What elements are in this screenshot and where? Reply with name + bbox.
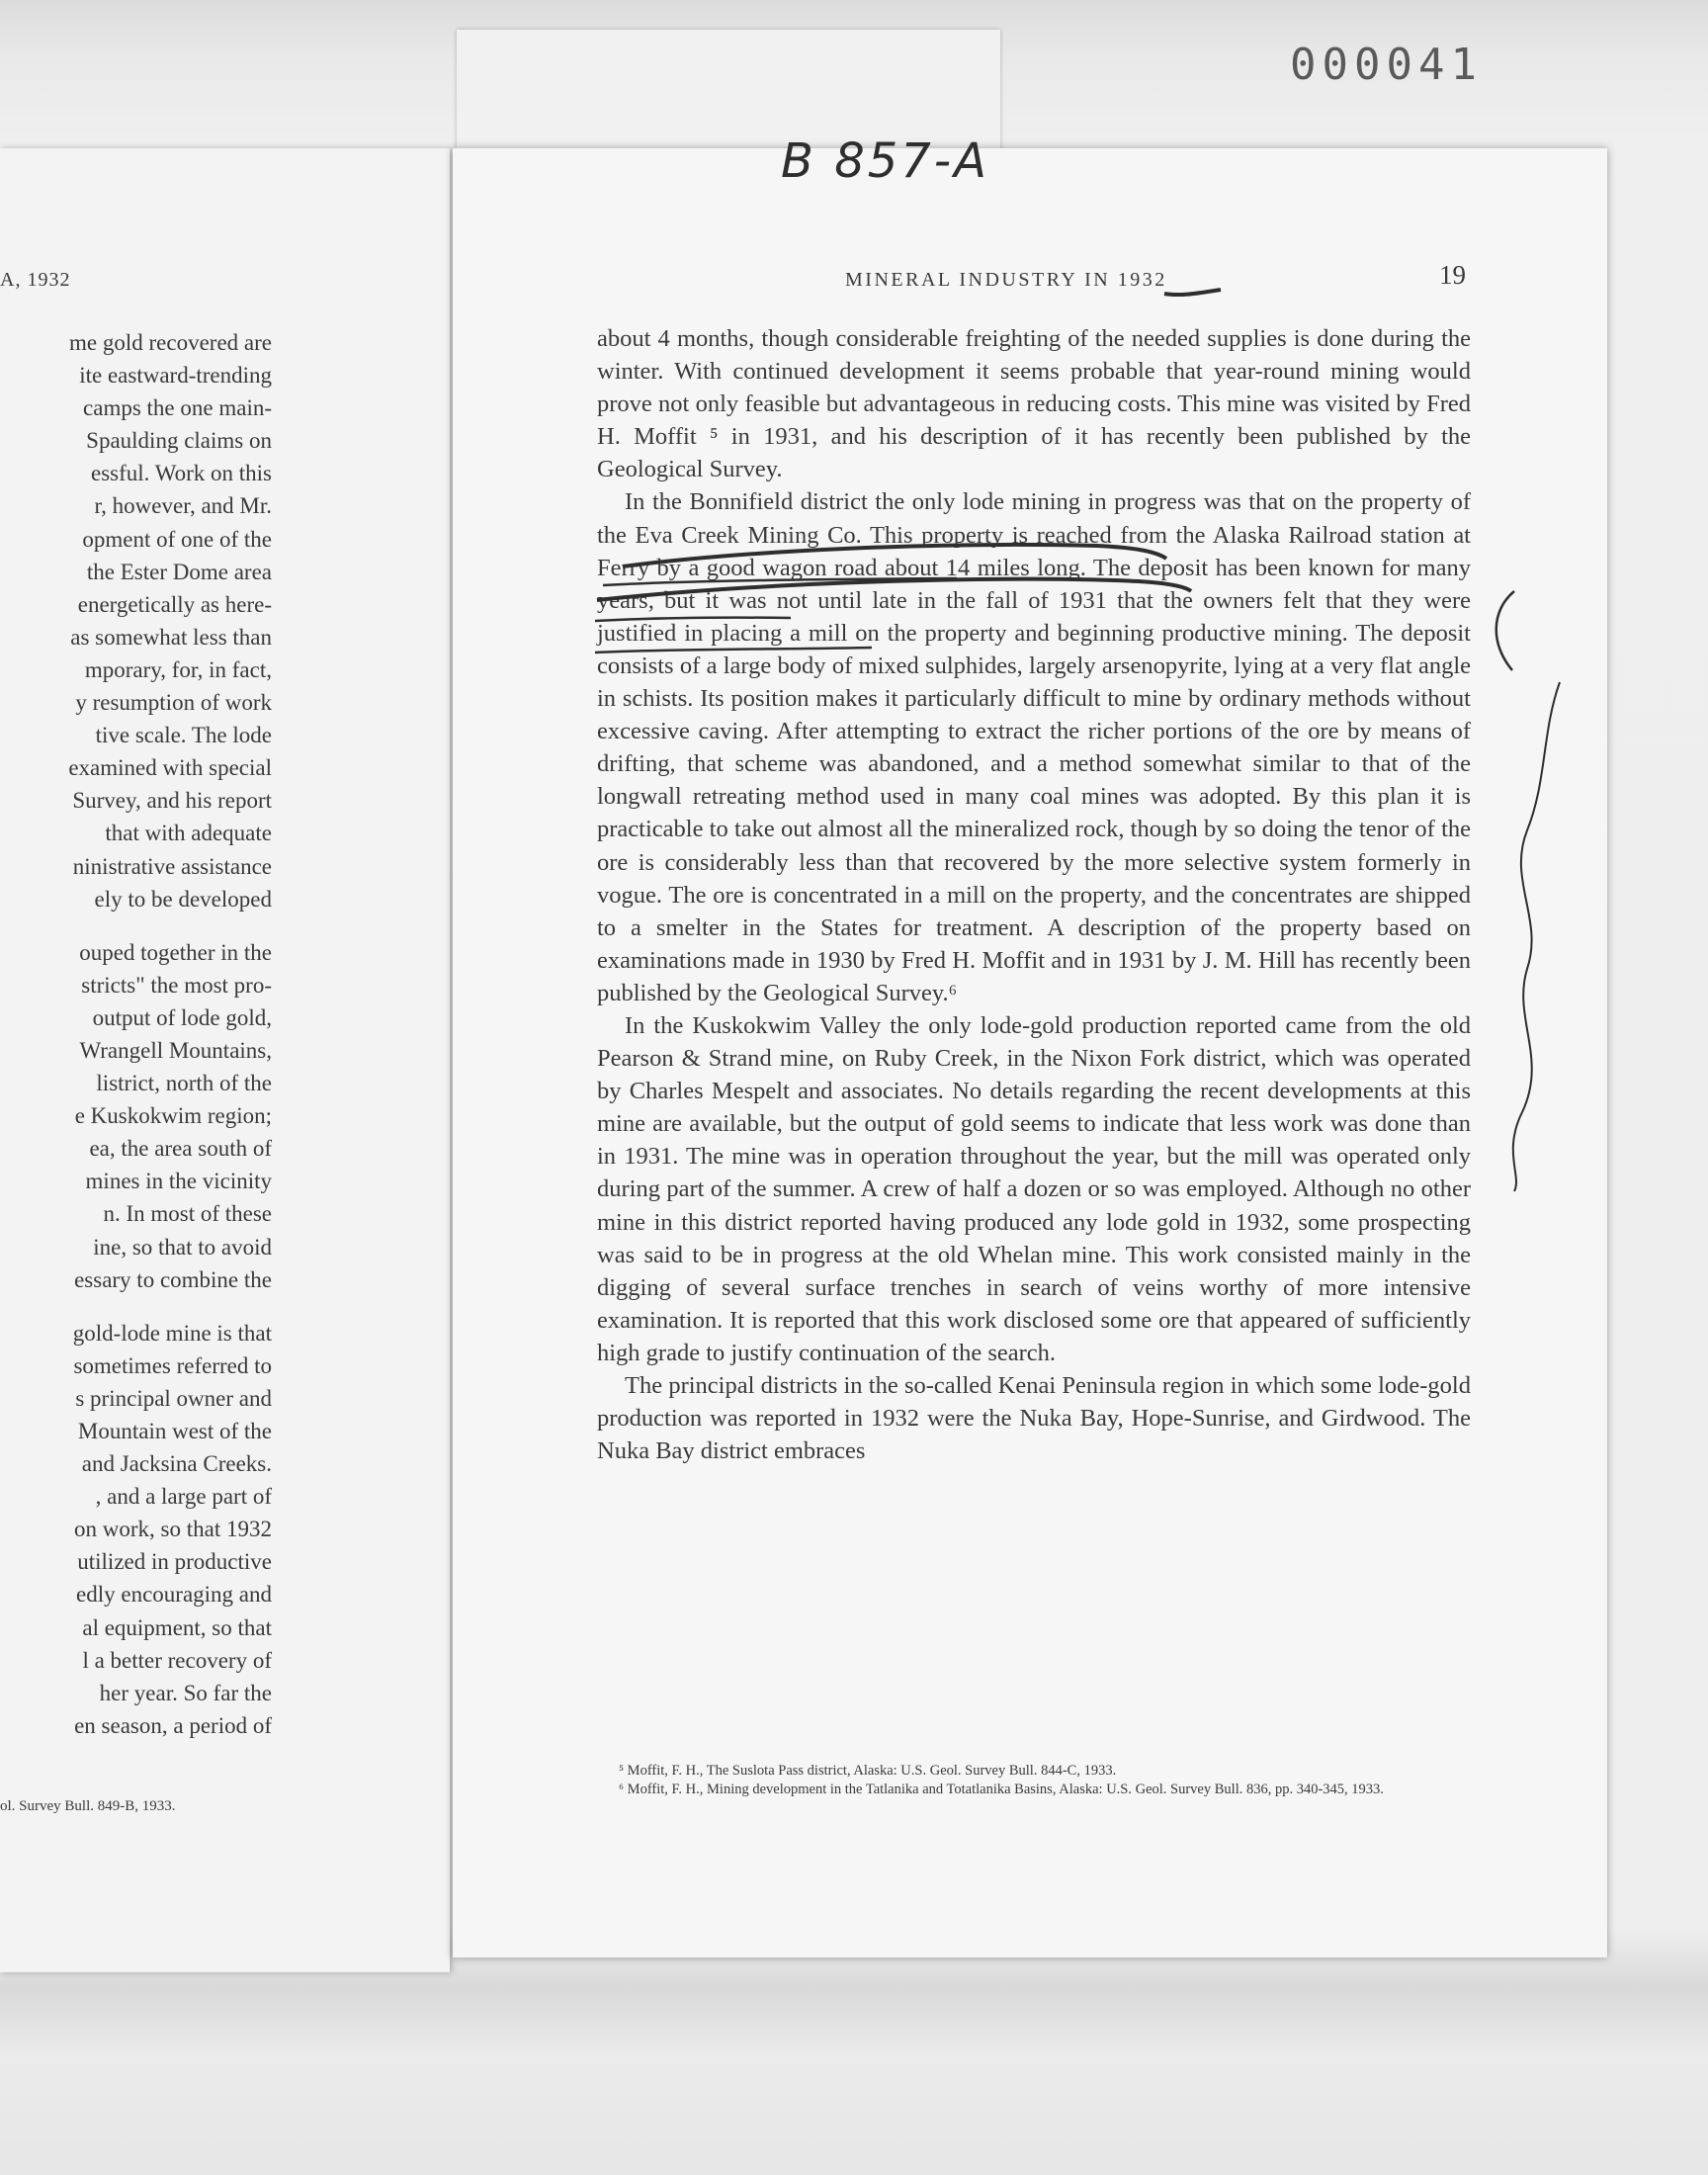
footnote: ⁵ Moffit, F. H., The Suslota Pass district, Alaska: U.S. Geol. Survey Bull. 844-C, 1933. [619, 1763, 1117, 1779]
left-page-line: stricts" the most pro- [81, 972, 272, 998]
left-page-line: ninistrative assistance [72, 853, 272, 879]
left-page-line: l a better recovery of [82, 1647, 272, 1673]
left-page-line: edly encouraging and [76, 1582, 272, 1608]
left-page-line: that with adequate [105, 821, 272, 846]
left-page-footnote: ol. Survey Bull. 849-B, 1933. [0, 1798, 176, 1814]
left-page-line: e Kuskokwim region; [74, 1103, 272, 1129]
handwritten-label: B 857-A [781, 133, 989, 189]
paragraph: The principal districts in the so-called Kenai Peninsula region in which some lode-gold production was reported in 1932 were the Nuka Bay, Hope-Sunrise, and Girdwood. The Nuka Bay district embraces [597, 1372, 1471, 1465]
left-page-line: ine, so that to avoid [93, 1234, 272, 1260]
left-page-line: en season, a period of [74, 1712, 272, 1738]
left-page-line: gold-lode mine is that [72, 1320, 272, 1346]
left-page-line: y resumption of work [75, 690, 272, 716]
left-page-line: and Jacksina Creeks. [81, 1451, 272, 1477]
left-page-line: Survey, and his report [72, 788, 272, 814]
left-page-line: r, however, and Mr. [94, 493, 272, 519]
left-page-line: output of lode gold, [92, 1004, 272, 1030]
footnote: ⁶ Moffit, F. H., Mining development in the Tatlanika and Totatlanika Basins, Alaska: U.S. Geol. Survey Bull. 836, pp. 340-345, 1933. [619, 1782, 1384, 1797]
left-page-line: tive scale. The lode [95, 723, 272, 748]
left-page-line: ea, the area south of [89, 1136, 272, 1162]
left-page-line: mporary, for, in fact, [84, 656, 272, 682]
left-page-line: ite eastward-trending [79, 363, 272, 389]
pen-underline-mark [623, 545, 1166, 566]
left-page-line: ouped together in the [79, 939, 272, 965]
document-stamp-number: 000041 [1290, 40, 1483, 90]
left-page-line: on work, so that 1932 [74, 1517, 272, 1542]
page-number: 19 [1439, 260, 1466, 290]
left-page-line: al equipment, so that [82, 1614, 272, 1640]
left-page-line: Spaulding claims on [86, 428, 272, 454]
left-page-line: , and a large part of [95, 1484, 272, 1510]
left-page-header: A, 1932 [0, 269, 71, 291]
left-page-line: me gold recovered are [69, 330, 272, 355]
left-page-line: s principal owner and [75, 1385, 272, 1411]
left-page-line: essful. Work on this [90, 461, 272, 486]
paragraph: In the Bonnifield district the only lode mining in progress was that on the property of the Eva Creek Mining Co. This property is reached from the Alaska Railroad station at Ferry by a good wagon road about 14 miles long. The deposit has been known for many years, but it was not until late in the fall of 1931 that the owners felt that they were justified in placing a mill on the property and beginning productive mining. The deposit consists of a large body of mixed sulphides, largely arsenopyrite, lying at a very flat angle in schists. Its position makes it particularly difficult to mine by ordinary methods without excessive caving. After attempting to extract the richer portions of the ore by means of drifting, that scheme was abandoned, and a method somewhat similar to that of the longwall retreating method used in many coal mines was adopted. By this plan it is practicable to take out almost all the mineralized rock, though by so doing the tenor of the ore is considerably less than that recovered by the more selective system formerly in vogue. The ore is concentrated in a mill on the property, and the concentrates are shipped to a smelter in the States for treatment. A description of the property based on examinations made in 1930 by Fred H. Moffit and in 1931 by J. M. Hill has recently been published by the Geological Survey.⁶ [597, 488, 1471, 1006]
left-page-line: Wrangell Mountains, [79, 1037, 272, 1063]
pen-strike-mark [595, 648, 872, 652]
pen-strike-mark [595, 618, 791, 621]
left-page-line: mines in the vicinity [85, 1169, 272, 1194]
margin-bracket-mark [1496, 591, 1514, 670]
left-page-line: utilized in productive [77, 1549, 272, 1575]
running-title: MINERAL INDUSTRY IN 1932 [845, 269, 1167, 291]
pen-underline-mark [1164, 290, 1221, 295]
left-page-line: Mountain west of the [77, 1419, 272, 1443]
left-page-line: sometimes referred to [73, 1352, 272, 1378]
left-page-line: her year. So far the [99, 1680, 272, 1705]
left-page-line: energetically as here- [77, 591, 272, 617]
left-page-line: camps the one main- [83, 395, 272, 421]
margin-wavy-mark [1513, 682, 1560, 1191]
left-page-line: opment of one of the [82, 526, 272, 552]
paragraph: about 4 months, though considerable freighting of the needed supplies is done during the winter. With continued development it seems probable that year-round mining would prove not only feasible but advantageous in reducing costs. This mine was visited by Fred H. Moffit ⁵ in 1931, and his description of it has recently been published by the Geological Survey. [597, 325, 1471, 483]
paragraph: In the Kuskokwim Valley the only lode-gold production reported came from the old Pearson & Strand mine, on Ruby Creek, in the Nixon Fork district, which was operated by Charles Mespelt and associates. No details regarding the recent developments at this mine are available, but the output of gold seems to indicate that less work was done than in 1931. The mine was in operation throughout the year, but the mill was operated only during part of the summer. A crew of half a dozen or so was employed. Although no other mine in this district reported having produced any lode gold in 1932, some prospecting was said to be in progress at the old Whelan mine. This work consisted mainly in the digging of several surface trenches in search of veins worthy of more intensive examination. It is reported that this work disclosed some ore that appeared of sufficiently high grade to justify continuation of the search. [597, 1011, 1471, 1366]
left-page-line: n. In most of these [103, 1201, 272, 1227]
left-page-line: as somewhat less than [70, 624, 272, 650]
left-page-line: essary to combine the [74, 1266, 272, 1292]
left-page-line: examined with special [68, 755, 272, 781]
left-page-line: ely to be developed [94, 886, 272, 912]
left-page-line: the Ester Dome area [86, 559, 272, 584]
left-page-line: listrict, north of the [96, 1071, 272, 1096]
